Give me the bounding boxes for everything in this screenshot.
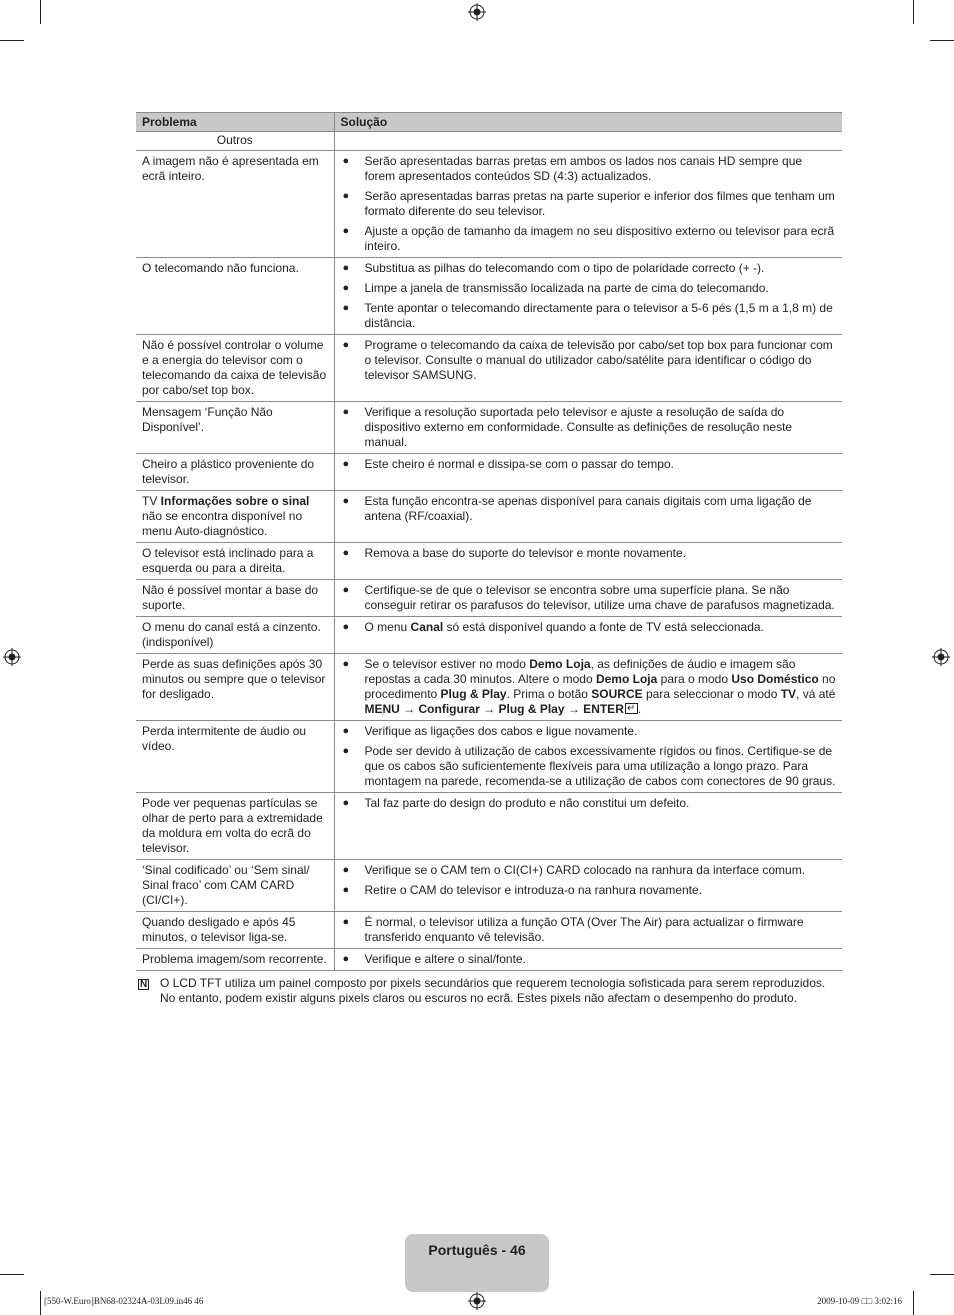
- solution-list: [341, 724, 837, 789]
- solution-item: [341, 583, 837, 613]
- text-run: Ajuste a opção de tamanho da imagem no seu dispositivo externo ou televisor para ecrã inteiro.: [364, 224, 835, 253]
- solution-cell: [334, 949, 842, 971]
- text-run: Substitua as pilhas do telecomando com o tipo de polaridade correcto (+ -).: [364, 261, 765, 275]
- text-run: Verifique as ligações dos cabos e ligue novamente.: [364, 724, 638, 738]
- solution-item: [341, 224, 837, 254]
- table-row: [136, 860, 842, 912]
- solution-item: [341, 189, 837, 219]
- bold-term: Plug & Play: [440, 687, 507, 701]
- bold-term: MENU → Configurar → Plug & Play → ENTER: [364, 702, 624, 716]
- text-run: Cheiro a plástico proveniente do televisor.: [142, 457, 315, 486]
- text-run: Não é possível montar a base do suporte.: [142, 583, 319, 612]
- solution-list: [341, 915, 837, 945]
- crop-mark: [913, 1291, 914, 1315]
- problem-cell: [136, 949, 334, 971]
- solution-list: [341, 952, 837, 967]
- table-row: [136, 949, 842, 971]
- solution-cell: [334, 543, 842, 580]
- solution-cell: [334, 912, 842, 949]
- text-run: não se encontra disponível no menu Auto-diagnóstico.: [142, 509, 303, 538]
- solution-item: [341, 405, 837, 450]
- problem-cell: [136, 860, 334, 912]
- print-slug-left: [550-W.Euro]BN68-02324A-03L09.in46 46: [44, 1296, 204, 1306]
- problem-cell: [136, 654, 334, 721]
- table-row: [136, 151, 842, 258]
- bold-term: Demo Loja: [595, 672, 658, 686]
- crop-mark: [0, 1274, 24, 1275]
- text-run: O menu do canal está a cinzento. (indisponível): [142, 620, 321, 649]
- text-run: Se o televisor estiver no modo: [364, 657, 530, 671]
- solution-item: [341, 724, 837, 739]
- text-run: só está disponível quando a fonte de TV está seleccionada.: [443, 620, 764, 634]
- solution-item: [341, 796, 837, 811]
- solution-cell: [334, 580, 842, 617]
- section-row: [136, 132, 842, 151]
- problem-cell: [136, 793, 334, 860]
- text-run: O televisor está inclinado para a esquerda ou para a direita.: [142, 546, 314, 575]
- crop-mark: [930, 40, 954, 41]
- solution-list: [341, 154, 837, 254]
- bold-term: Informações sobre o sinal: [160, 494, 310, 508]
- text-run: TV: [142, 494, 161, 508]
- table-row: [136, 617, 842, 654]
- text-run: Perda intermitente de áudio ou vídeo.: [142, 724, 307, 753]
- note: [136, 976, 842, 1006]
- solution-list: [341, 405, 837, 450]
- problem-cell: [136, 491, 334, 543]
- text-run: Limpe a janela de transmissão localizada na parte de cima do telecomando.: [364, 281, 769, 295]
- solution-item: [341, 883, 837, 898]
- problem-cell: [136, 151, 334, 258]
- text-run: Perde as suas definições após 30 minutos ou sempre que o televisor for desligado.: [142, 657, 326, 701]
- problem-cell: [136, 258, 334, 335]
- text-run: para seleccionar o modo: [642, 687, 781, 701]
- problem-cell: [136, 617, 334, 654]
- solution-list: [341, 863, 837, 898]
- bold-term: Canal: [410, 620, 444, 634]
- solution-item: [341, 281, 837, 296]
- text-run: Problema imagem/som recorrente.: [142, 952, 327, 966]
- table-row: [136, 543, 842, 580]
- solution-item: [341, 494, 837, 524]
- text-run: Não é possível controlar o volume e a energia do televisor com o telecomando da caixa de televisão por cabo/set top box.: [142, 338, 327, 397]
- solution-list: [341, 546, 837, 561]
- text-run: O telecomando não funciona.: [142, 261, 299, 275]
- text-run: Quando desligado e após 45 minutos, o televisor liga-se.: [142, 915, 296, 944]
- page-label: Português - 46: [428, 1242, 526, 1258]
- bold-term: Uso Doméstico: [731, 672, 819, 686]
- text-run: Verifique a resolução suportada pelo televisor e ajuste a resolução de saída do dispositivo externo em conformidade. Consulte as definições de resolução neste manual.: [364, 405, 793, 449]
- solution-cell: [334, 454, 842, 491]
- problem-cell: [136, 912, 334, 949]
- solution-item: [341, 457, 837, 472]
- solution-item: [341, 657, 837, 717]
- crop-mark: [40, 0, 41, 24]
- section-empty-cell: [334, 132, 842, 151]
- solution-list: [341, 261, 837, 331]
- solution-cell: [334, 402, 842, 454]
- registration-mark-icon: [468, 3, 486, 21]
- text-run: .: [637, 702, 642, 716]
- text-run: A imagem não é apresentada em ecrã inteiro.: [142, 154, 319, 183]
- solution-column-header: Solução: [334, 113, 842, 132]
- solution-cell: [334, 654, 842, 721]
- solution-list: [341, 494, 837, 524]
- problem-cell: [136, 721, 334, 793]
- text-run: Programe o telecomando da caixa de televisão por cabo/set top box para funcionar com o televisor. Consulte o manual do utilizador cabo/satélite para identificar o código do televisor SAMSUNG.: [364, 338, 833, 382]
- table-row: [136, 793, 842, 860]
- problem-column-header: Problema: [136, 113, 334, 132]
- solution-item: [341, 744, 837, 789]
- crop-mark: [930, 1274, 954, 1275]
- text-run: Tente apontar o telecomando directamente para o televisor a 5-6 pés (1,5 m a 1,8 m) de distância.: [364, 301, 833, 330]
- solution-cell: [334, 335, 842, 402]
- section-title: Outros: [136, 132, 334, 151]
- table-row: [136, 580, 842, 617]
- text-run: Mensagem ‘Função Não Disponível’.: [142, 405, 273, 434]
- solution-cell: [334, 721, 842, 793]
- solution-item: [341, 863, 837, 878]
- solution-list: [341, 583, 837, 613]
- solution-item: [341, 952, 837, 967]
- text-run: Tal faz parte do design do produto e não constitui um defeito.: [364, 796, 690, 810]
- note-text: O LCD TFT utiliza um painel composto por pixels secundários que requerem tecnologia sofisticada para serem reproduzidos. No entanto, podem existir alguns pixels claros ou escuros no ecrã. Estes pixels não afectam o desempenho do produto.: [160, 976, 826, 1005]
- text-run: O menu: [364, 620, 411, 634]
- solution-item: [341, 915, 837, 945]
- crop-mark: [40, 1291, 41, 1315]
- text-run: Esta função encontra-se apenas disponível para canais digitais com uma ligação de antena (RF/coaxial).: [364, 494, 812, 523]
- bold-term: SOURCE: [591, 687, 643, 701]
- registration-mark-icon: [3, 648, 21, 666]
- bold-term: TV: [780, 687, 797, 701]
- troubleshooting-table: [136, 112, 842, 971]
- text-run: Pode ver pequenas partículas se olhar de perto para a extremidade da moldura em volta do ecrã do televisor.: [142, 796, 323, 855]
- registration-mark-icon: [932, 648, 950, 666]
- problem-cell: [136, 454, 334, 491]
- bold-term: Demo Loja: [529, 657, 591, 671]
- text-run: Este cheiro é normal e dissipa-se com o passar do tempo.: [364, 457, 674, 471]
- table-row: [136, 912, 842, 949]
- table-row: [136, 654, 842, 721]
- enter-icon: [625, 703, 638, 714]
- print-slug-right: 2009-10-09 □□ 3:02:16: [817, 1296, 902, 1306]
- text-run: no procedimento: [364, 672, 836, 701]
- table-row: [136, 335, 842, 402]
- solution-cell: [334, 617, 842, 654]
- page-number-tab: [405, 1234, 549, 1292]
- text-run: Verifique e altere o sinal/fonte.: [364, 952, 526, 966]
- problem-cell: [136, 402, 334, 454]
- table-header-row: [136, 113, 842, 132]
- text-run: Retire o CAM do televisor e introduza-o na ranhura novamente.: [364, 883, 703, 897]
- text-run: ‘Sinal codificado’ ou ‘Sem sinal/ Sinal fraco’ com CAM CARD (CI/CI+).: [142, 863, 310, 907]
- crop-mark: [0, 40, 24, 41]
- solution-item: [341, 301, 837, 331]
- text-run: Pode ser devido à utilização de cabos excessivamente rígidos ou finos. Certifique-se de que os cabos são suficientemente flexíveis para uma utilização a longo prazo. Para montagem na parede, recomenda-se a utilização de cabos com conectores de 90 graus.: [364, 744, 836, 788]
- solution-item: [341, 546, 837, 561]
- text-run: . Prima o botão: [506, 687, 592, 701]
- text-run: É normal, o televisor utiliza a função OTA (Over The Air) para actualizar o firmware transferido enquanto vê televisão.: [364, 915, 804, 944]
- text-run: , as definições de áudio e imagem são repostas a cada 30 minutos. Altere o modo: [364, 657, 796, 686]
- solution-item: [341, 338, 837, 383]
- text-run: Serão apresentadas barras pretas em ambos os lados nos canais HD sempre que forem apresentados conteúdos SD (4:3) actualizados.: [364, 154, 803, 183]
- solution-cell: [334, 151, 842, 258]
- text-run: Remova a base do suporte do televisor e monte novamente.: [364, 546, 687, 560]
- table-row: [136, 258, 842, 335]
- text-run: , vá até: [796, 687, 836, 701]
- solution-cell: [334, 491, 842, 543]
- problem-cell: [136, 580, 334, 617]
- solution-list: [341, 338, 837, 383]
- text-run: Serão apresentadas barras pretas na parte superior e inferior dos filmes que tenham um formato diferente do seu televisor.: [364, 189, 835, 218]
- crop-mark: [913, 0, 914, 24]
- solution-list: [341, 796, 837, 811]
- text-run: Certifique-se de que o televisor se encontra sobre uma superfície plana. Se não conseguir retirar os parafusos do televisor, utilize uma chave de parafusos magnetizada.: [364, 583, 835, 612]
- problem-cell: [136, 335, 334, 402]
- table-row: [136, 491, 842, 543]
- problem-cell: [136, 543, 334, 580]
- solution-item: [341, 154, 837, 184]
- solution-cell: [334, 860, 842, 912]
- solution-list: [341, 620, 837, 635]
- table-row: [136, 721, 842, 793]
- solution-cell: [334, 793, 842, 860]
- solution-list: [341, 657, 837, 717]
- solution-list: [341, 457, 837, 472]
- text-run: Verifique se o CAM tem o CI(CI+) CARD colocado na ranhura da interface comum.: [364, 863, 806, 877]
- solution-item: [341, 620, 837, 635]
- text-run: para o modo: [657, 672, 732, 686]
- table-row: [136, 454, 842, 491]
- solution-cell: [334, 258, 842, 335]
- solution-item: [341, 261, 837, 276]
- registration-mark-icon: [468, 1292, 486, 1310]
- note-icon: [138, 979, 149, 990]
- table-row: [136, 402, 842, 454]
